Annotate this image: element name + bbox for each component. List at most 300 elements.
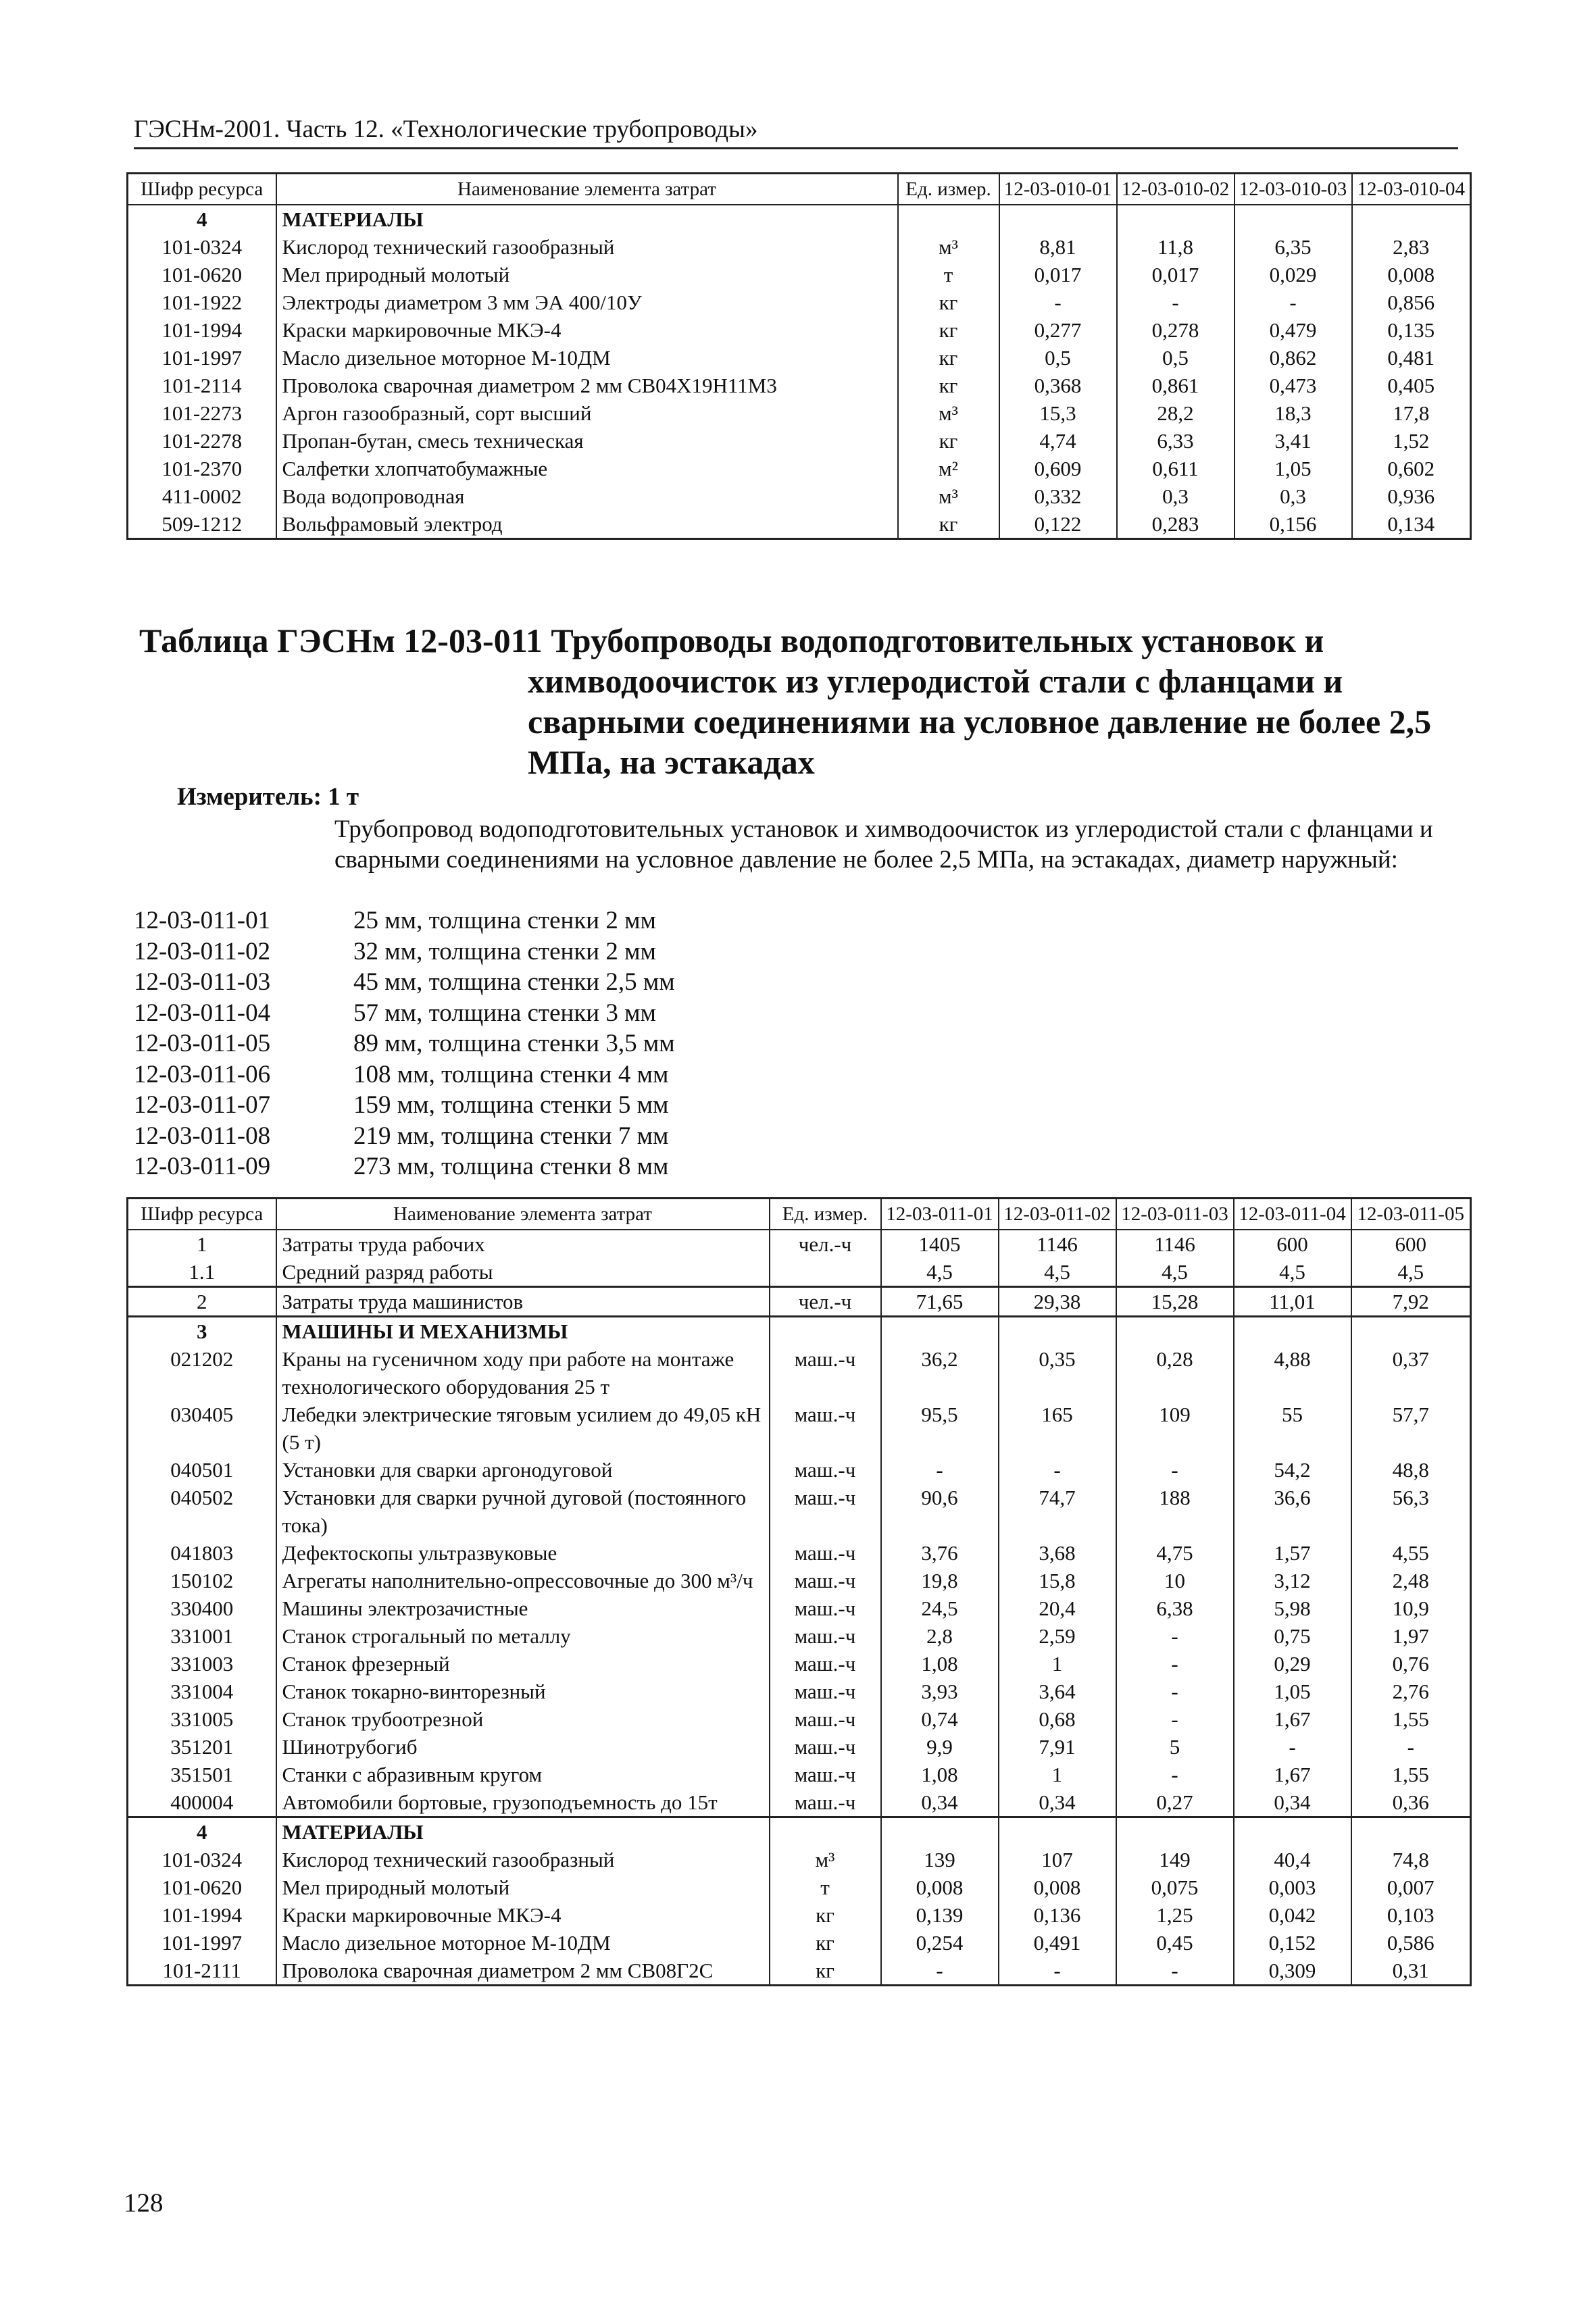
resource-value: 0,856	[1352, 288, 1471, 316]
resource-code: 101-1994	[128, 316, 276, 344]
resource-value: 0,45	[1116, 1929, 1234, 1957]
resource-value: 0,003	[1234, 1873, 1351, 1901]
resource-value: 0,861	[1117, 372, 1235, 399]
resource-value: 0,134	[1352, 510, 1471, 539]
resource-value: 15,8	[999, 1567, 1116, 1594]
resource-value: 6,33	[1117, 427, 1235, 455]
variant-code: 12-03-011-06	[134, 1060, 271, 1088]
resource-value: 1,67	[1234, 1761, 1351, 1788]
variant-text: 57 мм, толщина стенки 3 мм	[353, 999, 656, 1027]
header-cell: 12-03-011-05	[1351, 1199, 1471, 1230]
header-cell: Наименование элемента затрат	[276, 1199, 770, 1230]
resource-value: 54,2	[1234, 1456, 1351, 1484]
resource-value: 2,48	[1351, 1567, 1471, 1594]
resource-unit: маш.-ч	[770, 1705, 881, 1733]
resource-value: 56,3	[1351, 1484, 1471, 1539]
table-row	[128, 1258, 1471, 1287]
resource-value: 4,75	[1116, 1539, 1234, 1567]
resource-value	[1116, 1317, 1234, 1346]
resource-value: 0,31	[1351, 1957, 1471, 1986]
resource-name: Установки для сварки ручной дуговой (постоянного тока)	[276, 1484, 770, 1539]
resource-code: 101-0324	[128, 1846, 276, 1873]
variant-code: 12-03-011-05	[134, 1030, 271, 1057]
resource-code: 150102	[128, 1567, 276, 1594]
resource-value: 3,41	[1235, 427, 1352, 455]
resource-value: 95,5	[881, 1401, 999, 1456]
table-row	[128, 1230, 1471, 1258]
resource-value	[1352, 205, 1471, 233]
resource-value: 1	[999, 1761, 1116, 1788]
table-row	[128, 455, 1471, 482]
resource-value: 0,103	[1351, 1901, 1471, 1929]
resource-value: 7,92	[1351, 1287, 1471, 1317]
resource-unit: кг	[898, 316, 999, 344]
header-cell: 12-03-011-01	[881, 1199, 999, 1230]
resource-value: 0,008	[999, 1873, 1116, 1901]
resource-code: 3	[128, 1317, 276, 1346]
table-row	[128, 372, 1471, 399]
resource-code: 411-0002	[128, 482, 276, 510]
resource-value	[1234, 1817, 1351, 1846]
resource-value: 0,3	[1235, 482, 1352, 510]
resource-value: -	[1117, 288, 1235, 316]
resource-unit: чел.-ч	[770, 1230, 881, 1258]
variant-item	[134, 1059, 675, 1090]
header-cell: 12-03-011-03	[1116, 1199, 1234, 1230]
resource-value: 0,74	[881, 1705, 999, 1733]
table-row	[128, 1401, 1471, 1456]
resource-value	[1235, 205, 1352, 233]
resource-value: 3,68	[999, 1539, 1116, 1567]
table-row	[128, 510, 1471, 539]
resource-unit: кг	[770, 1901, 881, 1929]
resource-value: 0,122	[999, 510, 1117, 539]
resource-unit: маш.-ч	[770, 1622, 881, 1650]
resource-value: 0,152	[1234, 1929, 1351, 1957]
variant-text: 89 мм, толщина стенки 3,5 мм	[353, 1030, 675, 1057]
variant-item	[134, 1090, 675, 1121]
resource-name: Затраты труда рабочих	[276, 1230, 770, 1258]
resource-value: 36,6	[1234, 1484, 1351, 1539]
table-row	[128, 1345, 1471, 1401]
table-row	[128, 1761, 1471, 1788]
table-row	[128, 1567, 1471, 1594]
resource-value: 6,35	[1235, 233, 1352, 261]
section-row	[128, 1817, 1471, 1846]
table-row	[128, 1929, 1471, 1957]
table-row	[128, 1456, 1471, 1484]
resource-value: 2,83	[1352, 233, 1471, 261]
resource-value: 0,35	[999, 1345, 1116, 1401]
resource-value: 40,4	[1234, 1846, 1351, 1873]
resource-unit: м³	[898, 233, 999, 261]
resource-value: -	[999, 288, 1117, 316]
resource-value: 0,075	[1116, 1873, 1234, 1901]
resource-code: 101-2278	[128, 427, 276, 455]
resource-code: 101-2111	[128, 1957, 276, 1986]
resource-code: 331003	[128, 1650, 276, 1678]
resource-value: 0,29	[1234, 1650, 1351, 1678]
variant-code: 12-03-011-03	[134, 968, 271, 996]
resource-unit: маш.-ч	[770, 1788, 881, 1817]
resource-name: Пропан-бутан, смесь техническая	[276, 427, 898, 455]
resource-unit: маш.-ч	[770, 1678, 881, 1705]
resource-value: -	[1116, 1705, 1234, 1733]
resource-unit: маш.-ч	[770, 1539, 881, 1567]
resource-code: 101-0620	[128, 261, 276, 288]
resource-value: 1146	[1116, 1230, 1234, 1258]
resource-name: Краны на гусеничном ходу при работе на монтаже технологического оборудования 25 т	[276, 1345, 770, 1401]
table-header-row	[128, 174, 1471, 205]
resource-value: 0,34	[1234, 1788, 1351, 1817]
resource-value	[999, 1317, 1116, 1346]
header-cell: 12-03-011-04	[1234, 1199, 1351, 1230]
resource-unit: чел.-ч	[770, 1287, 881, 1317]
header-cell: Ед. измер.	[770, 1199, 881, 1230]
resource-value: 0,37	[1351, 1345, 1471, 1401]
resource-value: 10	[1116, 1567, 1234, 1594]
resource-value: 1405	[881, 1230, 999, 1258]
resource-value: 4,5	[1234, 1258, 1351, 1287]
resource-name: Станки с абразивным кругом	[276, 1761, 770, 1788]
table-row	[128, 1678, 1471, 1705]
resource-value: 7,91	[999, 1733, 1116, 1761]
variant-list	[134, 905, 675, 1182]
variant-item	[134, 1028, 675, 1059]
resource-unit: м³	[898, 482, 999, 510]
resource-value: -	[1235, 288, 1352, 316]
resource-value: 0,862	[1235, 344, 1352, 372]
resource-value: 48,8	[1351, 1456, 1471, 1484]
resource-code: 351201	[128, 1733, 276, 1761]
resource-value: 149	[1116, 1846, 1234, 1873]
resource-value: 4,5	[881, 1258, 999, 1287]
resource-value: 57,7	[1351, 1401, 1471, 1456]
resource-value	[881, 1817, 999, 1846]
resource-value	[1234, 1317, 1351, 1346]
resource-value: 55	[1234, 1401, 1351, 1456]
resource-name: Мел природный молотый	[276, 1873, 770, 1901]
resource-name: Станок токарно-винторезный	[276, 1678, 770, 1705]
resource-name: МАШИНЫ И МЕХАНИЗМЫ	[276, 1317, 770, 1346]
resource-value: 19,8	[881, 1567, 999, 1594]
resource-value: -	[999, 1456, 1116, 1484]
resource-name: Проволока сварочная диаметром 2 мм СВ04Х19Н11М3	[276, 372, 898, 399]
table-row	[128, 1287, 1471, 1317]
resource-code: 040501	[128, 1456, 276, 1484]
resource-value: 0,5	[1117, 344, 1235, 372]
resource-code: 101-1997	[128, 344, 276, 372]
resource-value: 0,602	[1352, 455, 1471, 482]
resource-value	[1116, 1817, 1234, 1846]
header-cell: 12-03-010-03	[1235, 174, 1352, 205]
resource-unit	[770, 1258, 881, 1287]
resource-value: 24,5	[881, 1594, 999, 1622]
resource-unit: маш.-ч	[770, 1733, 881, 1761]
resource-value: 0,007	[1351, 1873, 1471, 1901]
resource-unit: м²	[898, 455, 999, 482]
resource-name: Затраты труда машинистов	[276, 1287, 770, 1317]
table-title-line: Таблица ГЭСНм 12-03-011 Трубопроводы водоподготовительных установок и	[139, 622, 1324, 659]
resource-code: 101-1997	[128, 1929, 276, 1957]
resource-name: Станок строгальный по металлу	[276, 1622, 770, 1650]
table-row	[128, 1650, 1471, 1678]
table-title-line: сварными соединениями на условное давление не более 2,5	[528, 703, 1432, 740]
resource-name: Электроды диаметром 3 мм ЭА 400/10У	[276, 288, 898, 316]
resource-value: 1,08	[881, 1761, 999, 1788]
table-row	[128, 427, 1471, 455]
resource-name: Вода водопроводная	[276, 482, 898, 510]
resource-value: 0,368	[999, 372, 1117, 399]
header-cell: 12-03-010-04	[1352, 174, 1471, 205]
resource-value: 0,34	[999, 1788, 1116, 1817]
resource-name: Машины электрозачистные	[276, 1594, 770, 1622]
resource-name: Масло дизельное моторное М-10ДМ	[276, 1929, 770, 1957]
table-row	[128, 482, 1471, 510]
resource-value: 0,277	[999, 316, 1117, 344]
resource-value: 0,28	[1116, 1345, 1234, 1401]
resource-value: 139	[881, 1846, 999, 1873]
table-row	[128, 1846, 1471, 1873]
header-cell: 12-03-010-01	[999, 174, 1117, 205]
resource-value: -	[1234, 1733, 1351, 1761]
resource-value: 5,98	[1234, 1594, 1351, 1622]
table-row	[128, 344, 1471, 372]
resource-unit: маш.-ч	[770, 1761, 881, 1788]
resource-value	[999, 205, 1117, 233]
table-row	[128, 1705, 1471, 1733]
resource-value	[1351, 1317, 1471, 1346]
resource-value: 0,481	[1352, 344, 1471, 372]
resource-code: 101-2370	[128, 455, 276, 482]
table-row	[128, 1901, 1471, 1929]
resource-value: 0,283	[1117, 510, 1235, 539]
resource-value: 9,9	[881, 1733, 999, 1761]
resource-value: 90,6	[881, 1484, 999, 1539]
resource-value: 107	[999, 1846, 1116, 1873]
resource-value: 4,5	[999, 1258, 1116, 1287]
resource-value: 0,936	[1352, 482, 1471, 510]
resource-value: 20,4	[999, 1594, 1116, 1622]
table-row	[128, 1957, 1471, 1986]
resource-value: 0,136	[999, 1901, 1116, 1929]
meter-label: Измеритель: 1 т	[177, 783, 359, 811]
resource-name: Проволока сварочная диаметром 2 мм СВ08Г2С	[276, 1957, 770, 1986]
resource-value: 4,74	[999, 427, 1117, 455]
resource-unit: маш.-ч	[770, 1345, 881, 1401]
resource-value: 0,042	[1234, 1901, 1351, 1929]
resource-value: 165	[999, 1401, 1116, 1456]
resource-code: 331004	[128, 1678, 276, 1705]
resource-value: 10,9	[1351, 1594, 1471, 1622]
resource-name: МАТЕРИАЛЫ	[276, 1817, 770, 1846]
variant-text: 32 мм, толщина стенки 2 мм	[353, 937, 656, 965]
resource-code: 030405	[128, 1401, 276, 1456]
section-row	[128, 205, 1471, 233]
resource-unit: кг	[898, 510, 999, 539]
resource-value: -	[1351, 1733, 1471, 1761]
resource-value: 18,3	[1235, 399, 1352, 427]
resource-value: 2,76	[1351, 1678, 1471, 1705]
resource-value: 0,278	[1117, 316, 1235, 344]
resource-code: 351501	[128, 1761, 276, 1788]
resource-value: 0,139	[881, 1901, 999, 1929]
resource-value: 0,473	[1235, 372, 1352, 399]
resource-name: Масло дизельное моторное М-10ДМ	[276, 344, 898, 372]
resource-unit: т	[770, 1873, 881, 1901]
resource-value: 600	[1234, 1230, 1351, 1258]
table-title-line: МПа, на эстакадах	[528, 743, 815, 781]
resource-code: 4	[128, 1817, 276, 1846]
resource-name: МАТЕРИАЛЫ	[276, 205, 898, 233]
resource-value: 8,81	[999, 233, 1117, 261]
table-row	[128, 1733, 1471, 1761]
resource-value: 36,2	[881, 1345, 999, 1401]
resource-code: 040502	[128, 1484, 276, 1539]
resource-name: Мел природный молотый	[276, 261, 898, 288]
resource-value: 4,5	[1116, 1258, 1234, 1287]
resource-code: 101-1994	[128, 1901, 276, 1929]
table-row	[128, 1622, 1471, 1650]
page-number: 128	[124, 2188, 164, 2217]
resource-value: 0,309	[1234, 1957, 1351, 1986]
resource-value: 0,135	[1352, 316, 1471, 344]
resource-unit: кг	[898, 427, 999, 455]
resource-value: 4,5	[1351, 1258, 1471, 1287]
resource-value: 0,34	[881, 1788, 999, 1817]
resource-value: 29,38	[999, 1287, 1116, 1317]
section-row	[128, 1317, 1471, 1346]
resource-value	[881, 1317, 999, 1346]
header-cell: Наименование элемента затрат	[276, 174, 898, 205]
resource-name: Станок фрезерный	[276, 1650, 770, 1678]
variant-item	[134, 936, 675, 967]
resource-value: 0,029	[1235, 261, 1352, 288]
table-title	[139, 620, 1450, 782]
header-cell: Шифр ресурса	[128, 174, 276, 205]
resource-value: 600	[1351, 1230, 1471, 1258]
resource-name: Вольфрамовый электрод	[276, 510, 898, 539]
resource-name: Шинотрубогиб	[276, 1733, 770, 1761]
variant-code: 12-03-011-09	[134, 1153, 271, 1180]
table-row	[128, 1484, 1471, 1539]
resource-value: 1,52	[1352, 427, 1471, 455]
variant-item	[134, 905, 675, 936]
resource-value	[1117, 205, 1235, 233]
table-row	[128, 399, 1471, 427]
header-cell: 12-03-010-02	[1117, 174, 1235, 205]
resource-name: Станок трубоотрезной	[276, 1705, 770, 1733]
resource-unit: маш.-ч	[770, 1650, 881, 1678]
variant-code: 12-03-011-02	[134, 937, 271, 965]
resource-value: 0,609	[999, 455, 1117, 482]
resource-value: 28,2	[1117, 399, 1235, 427]
resource-code: 1.1	[128, 1258, 276, 1287]
table-row	[128, 261, 1471, 288]
resource-unit: т	[898, 261, 999, 288]
resource-value: 17,8	[1352, 399, 1471, 427]
resource-value: -	[1116, 1957, 1234, 1986]
table-description: Трубопровод водоподготовительных установок и химводоочисток из углеродистой стали с фланцами и сварными соединениями на условное давление не более 2,5 МПа, на эстакадах, диаметр наружный:	[334, 815, 1433, 874]
resource-value: 1,55	[1351, 1761, 1471, 1788]
resource-unit: кг	[770, 1957, 881, 1986]
table-title-line: химводоочисток из углеродистой стали с фланцами и	[528, 662, 1343, 700]
resource-value: 109	[1116, 1401, 1234, 1456]
resource-value: 0,156	[1235, 510, 1352, 539]
table-header-row	[128, 1199, 1471, 1230]
resource-code: 330400	[128, 1594, 276, 1622]
resource-value: 0,5	[999, 344, 1117, 372]
variant-text: 45 мм, толщина стенки 2,5 мм	[353, 968, 675, 996]
variant-item	[134, 967, 675, 998]
resource-value: -	[1116, 1456, 1234, 1484]
resource-name: Средний разряд работы	[276, 1258, 770, 1287]
resource-value: 4,55	[1351, 1539, 1471, 1567]
resource-value: 1,05	[1234, 1678, 1351, 1705]
resource-value: 0,008	[881, 1873, 999, 1901]
resource-value: 0,36	[1351, 1788, 1471, 1817]
resource-value: 0,491	[999, 1929, 1116, 1957]
resource-value: 1,57	[1234, 1539, 1351, 1567]
variant-text: 273 мм, толщина стенки 8 мм	[353, 1153, 669, 1180]
resource-value: 0,76	[1351, 1650, 1471, 1678]
materials-table-12-03-010	[126, 172, 1472, 540]
variant-code: 12-03-011-07	[134, 1091, 271, 1119]
variant-text: 219 мм, толщина стенки 7 мм	[353, 1122, 669, 1150]
resource-name: Салфетки хлопчатобумажные	[276, 455, 898, 482]
resource-unit: м³	[898, 399, 999, 427]
resource-name: Кислород технический газообразный	[276, 1846, 770, 1873]
running-header: ГЭСНм-2001. Часть 12. «Технологические трубопроводы»	[134, 115, 1458, 149]
resource-unit: маш.-ч	[770, 1594, 881, 1622]
resource-value: 1,08	[881, 1650, 999, 1678]
resource-value: -	[1116, 1678, 1234, 1705]
resource-value: 0,254	[881, 1929, 999, 1957]
resource-code: 509-1212	[128, 510, 276, 539]
resource-value: -	[881, 1957, 999, 1986]
resource-value: 0,586	[1351, 1929, 1471, 1957]
resource-name: Агрегаты наполнительно-опрессовочные до 300 м³/ч	[276, 1567, 770, 1594]
resource-name: Кислород технический газообразный	[276, 233, 898, 261]
resource-value: 0,332	[999, 482, 1117, 510]
resource-value: 15,3	[999, 399, 1117, 427]
resource-value: 2,59	[999, 1622, 1116, 1650]
resource-unit: кг	[898, 372, 999, 399]
table-row	[128, 288, 1471, 316]
resource-value: 0,75	[1234, 1622, 1351, 1650]
resource-unit	[898, 205, 999, 233]
resource-code: 101-0620	[128, 1873, 276, 1901]
table-row	[128, 316, 1471, 344]
resource-value: 1146	[999, 1230, 1116, 1258]
header-cell: Ед. измер.	[898, 174, 999, 205]
resource-value: 0,017	[1117, 261, 1235, 288]
resource-name: Автомобили бортовые, грузоподъемность до 15т	[276, 1788, 770, 1817]
resource-value: 6,38	[1116, 1594, 1234, 1622]
table-row	[128, 233, 1471, 261]
resource-value: 0,405	[1352, 372, 1471, 399]
resource-value: 0,611	[1117, 455, 1235, 482]
resource-code: 400004	[128, 1788, 276, 1817]
resource-value: 3,76	[881, 1539, 999, 1567]
resource-value: 0,479	[1235, 316, 1352, 344]
resource-value: 15,28	[1116, 1287, 1234, 1317]
resource-unit: кг	[898, 288, 999, 316]
resource-name: Лебедки электрические тяговым усилием до 49,05 кН (5 т)	[276, 1401, 770, 1456]
resource-code: 4	[128, 205, 276, 233]
resource-unit: кг	[770, 1929, 881, 1957]
resource-value: 71,65	[881, 1287, 999, 1317]
